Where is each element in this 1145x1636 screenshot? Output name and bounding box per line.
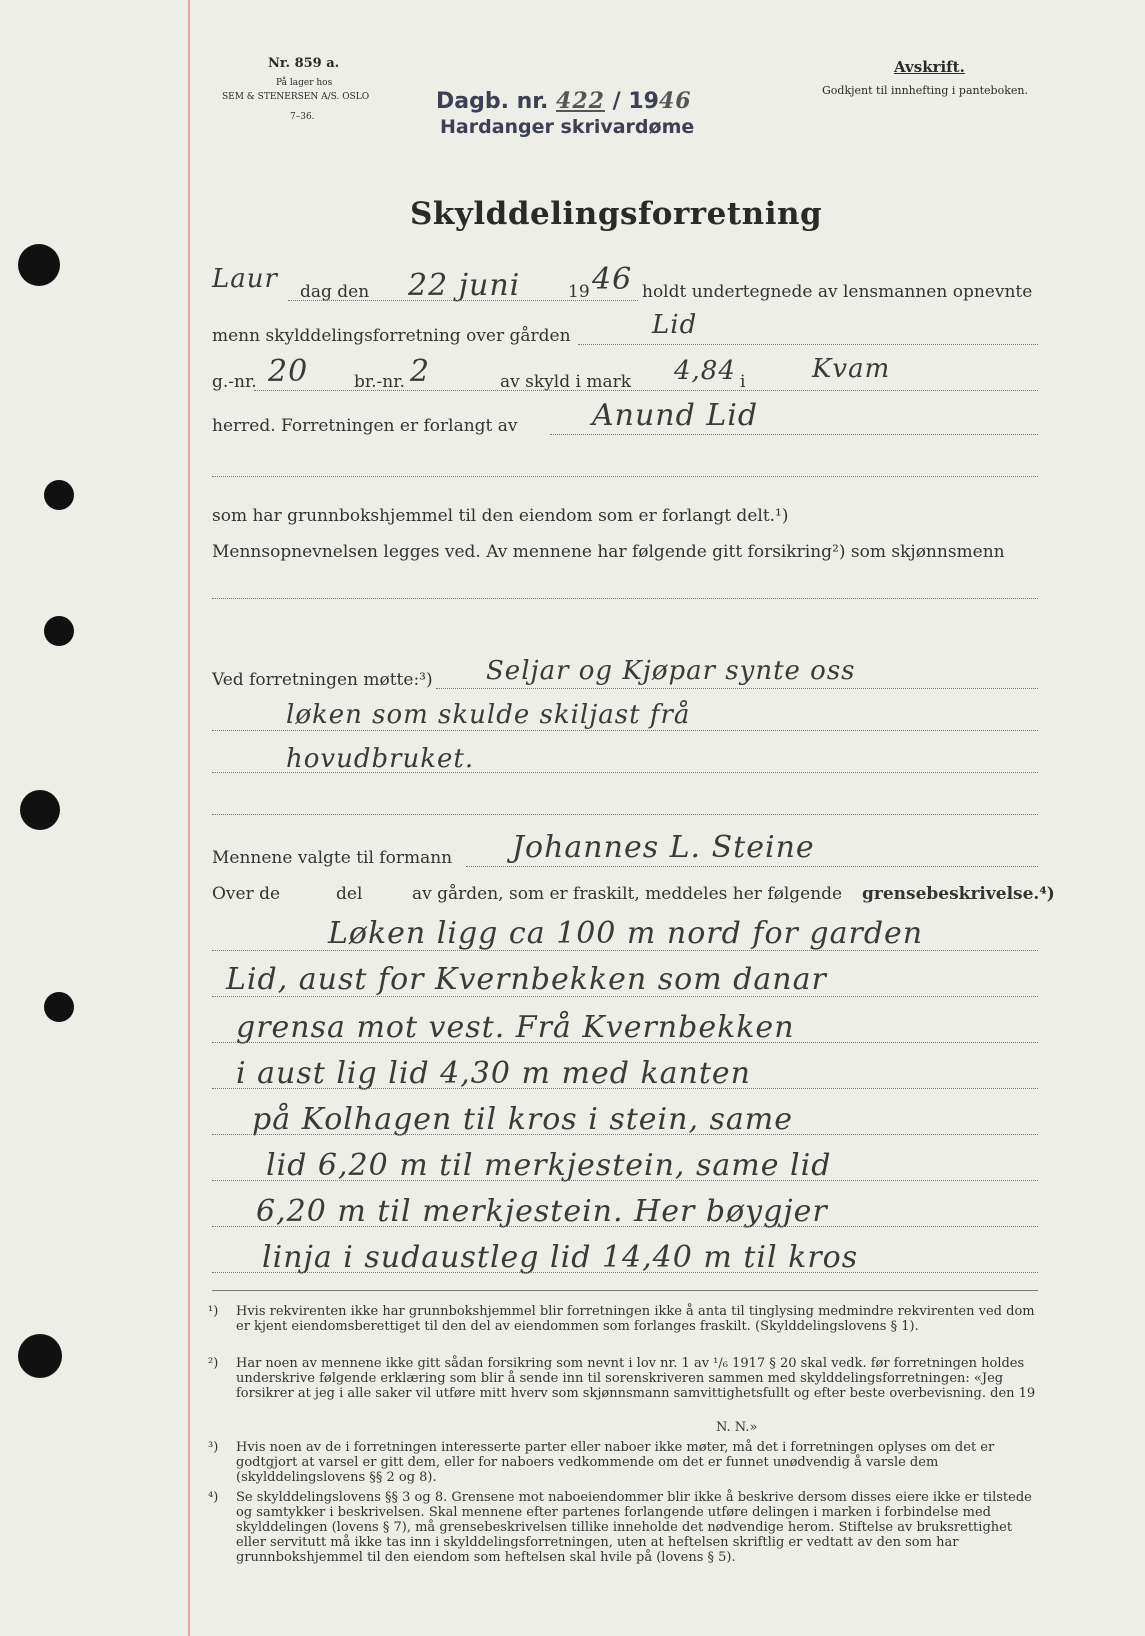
footnote-signature-text: N. N.» xyxy=(716,1420,758,1435)
label-over-de: Over de xyxy=(212,884,281,904)
label-herred: herred. Forretningen er forlangt av xyxy=(212,416,518,436)
footnote-text: Hvis rekvirenten ikke har grunnbokshjemmel blir forretningen ikke å anta til tinglysing medmindre rekvirenten ved dom er kjent eiendomsberettiget til den del av eiendommen som forlanges fraskilt. (Skylddelingslovens § 1). xyxy=(236,1304,1035,1334)
label-i: i xyxy=(740,372,746,392)
journal-stamp-line-2: Hardanger skrivardøme xyxy=(440,116,695,138)
fill-line xyxy=(578,344,1038,345)
form-number: Nr. 859 a. xyxy=(268,56,340,71)
fill-line xyxy=(212,476,1038,477)
fill-line xyxy=(550,434,1038,435)
weekday-hand: Laur xyxy=(212,264,278,294)
punch-hole xyxy=(44,616,74,646)
description-hand-line: Løken ligg ca 100 m nord for garden xyxy=(328,916,924,951)
footnote-number: ¹) xyxy=(208,1304,219,1319)
publisher-line-2: SEM & STENERSEN A/S. OSLO xyxy=(222,92,370,102)
fill-line xyxy=(212,1180,1038,1181)
label-mennsopn: Mennsopnevnelsen legges ved. Av mennene har følgende gitt forsikring²) som skjønnsmenn xyxy=(212,542,1005,562)
fill-line xyxy=(212,1134,1038,1135)
label-menn: menn skylddelingsforretning over gården xyxy=(212,326,571,346)
punch-hole xyxy=(20,790,60,830)
stamp-number: 422 xyxy=(556,88,605,114)
description-hand-line: på Kolhagen til kros i stein, same xyxy=(252,1102,794,1137)
fill-line xyxy=(436,688,1038,689)
fill-line xyxy=(254,390,1038,391)
description-hand-line: lid 6,20 m til merkjestein, same lid xyxy=(266,1148,832,1183)
publisher-date: 7–36. xyxy=(290,112,315,122)
label-dag-den: dag den xyxy=(300,282,370,302)
label-gnr: g.-nr. xyxy=(212,372,257,392)
avskrift-label: Avskrift. xyxy=(894,58,965,76)
fill-line xyxy=(466,866,1038,867)
fill-line xyxy=(212,1272,1038,1273)
gnr-hand: 20 xyxy=(268,354,309,389)
label-formann: Mennene valgte til formann xyxy=(212,848,453,868)
footnote-2-signature xyxy=(716,1420,757,1435)
skyld-hand: 4,84 xyxy=(674,356,736,386)
description-hand-line: i aust lig lid 4,30 m med kanten xyxy=(236,1056,751,1091)
year-prefix: 19 xyxy=(568,282,590,302)
brnr-hand: 2 xyxy=(410,354,431,389)
fill-line xyxy=(212,1226,1038,1227)
footnote-text: Har noen av mennene ikke gitt sådan forsikring som nevnt i lov nr. 1 av ¹/₆ 1917 § 20 skal vedk. før forretningen holdes underskrive følgende erklæring som blir å sende inn til sorenskriveren sammen med skylddelingsforretningen: «Jeg forsikrer at jeg i alle saker vil utføre mitt hverv som skjønnsmann samvittighetsfullt og efter beste overbevisning. den 19 xyxy=(236,1356,1036,1401)
year-hand: 46 xyxy=(592,262,633,297)
punch-hole xyxy=(44,992,74,1022)
attendance-hand-line-3: hovudbruket. xyxy=(286,744,475,774)
date-hand: 22 juni xyxy=(408,268,521,303)
journal-stamp-line-1 xyxy=(436,88,692,114)
fill-line xyxy=(212,598,1038,599)
label-del: del xyxy=(336,884,363,904)
footnote-text: Se skylddelingslovens §§ 3 og 8. Grensene mot naboeiendommer blir ikke å beskrive dersom disses eiere ikke er tilstede og samtykker i beskrivelsen. Skal mennene efter partenes forlangende utføre delingen i marken i forbindelse med skylddelingen (lovens § 7), må grensebeskrivelsen tillike inneholde det nødvendige herom. Stiftelse av bruksrettighet eller servitutt må ikke tas inn i skylddelingsforretningen, uten at heftelsen skriftlig er vedtatt av den som har grunnbokshjemmel til den eiendom som heftelsen skal hvile på (lovens § 5). xyxy=(236,1490,1032,1565)
fill-line xyxy=(212,996,1038,997)
document-title: Skylddelingsforretning xyxy=(410,196,823,232)
label-av-garden: av gården, som er fraskilt, meddeles her følgende xyxy=(412,884,843,904)
description-hand-line: grensa mot vest. Frå Kvernbekken xyxy=(236,1010,795,1045)
label-skyld: av skyld i mark xyxy=(500,372,632,392)
label-brnr: br.-nr. xyxy=(354,372,405,392)
description-hand-line: linja i sudaustleg lid 14,40 m til kros xyxy=(262,1240,859,1275)
footnote-divider xyxy=(212,1290,1038,1291)
footnote-number: ²) xyxy=(208,1356,219,1371)
fill-line xyxy=(212,814,1038,815)
stamp-label: Dagb. nr. xyxy=(436,89,549,114)
label-grunnbok: som har grunnbokshjemmel til den eiendom som er forlangt delt.¹) xyxy=(212,506,789,526)
attendance-hand-line-1: Seljar og Kjøpar synte oss xyxy=(486,656,856,686)
fill-line xyxy=(212,1088,1038,1089)
avskrift-note: Godkjent til innhefting i panteboken. xyxy=(822,84,1028,97)
stamp-year-prefix: 19 xyxy=(628,89,659,114)
punch-hole xyxy=(44,480,74,510)
fill-line xyxy=(212,1042,1038,1043)
red-margin-line xyxy=(188,0,190,1636)
publisher-line-1: På lager hos xyxy=(276,78,333,88)
footnote-number: ⁴) xyxy=(208,1490,219,1505)
stamp-separator: / xyxy=(612,89,621,114)
description-hand-line: 6,20 m til merkjestein. Her bøygjer xyxy=(256,1194,828,1229)
stamp-year: 46 xyxy=(658,88,692,114)
herred-hand: Kvam xyxy=(812,354,891,384)
punch-hole xyxy=(18,1334,62,1378)
footnote-number: ³) xyxy=(208,1440,219,1455)
fill-line xyxy=(212,772,1038,773)
footnote-text: Hvis noen av de i forretningen interesserte parter eller naboer ikke møter, må det i forretningen oplyses om det er godtgjort at varsel er gitt dem, eller for naboers vedkommende om det er funnet unødvendig å varsle dem (skylddelingslovens §§ 2 og 8). xyxy=(236,1440,995,1485)
formann-hand: Johannes L. Steine xyxy=(512,830,815,865)
requester-hand: Anund Lid xyxy=(592,398,759,433)
label-grensebeskrivelse: grensebeskrivelse.⁴) xyxy=(862,884,1055,904)
fill-line xyxy=(212,730,1038,731)
punch-hole xyxy=(18,244,60,286)
label-ved-forretningen: Ved forretningen møtte:³) xyxy=(212,670,433,690)
farm-hand: Lid xyxy=(652,310,698,340)
label-holdt: holdt undertegnede av lensmannen opnevnte xyxy=(642,282,1033,302)
fill-line xyxy=(288,300,638,301)
fill-line xyxy=(212,950,1038,951)
description-hand-line: Lid, aust for Kvernbekken som danar xyxy=(226,962,827,997)
attendance-hand-line-2: løken som skulde skiljast frå xyxy=(286,700,691,730)
